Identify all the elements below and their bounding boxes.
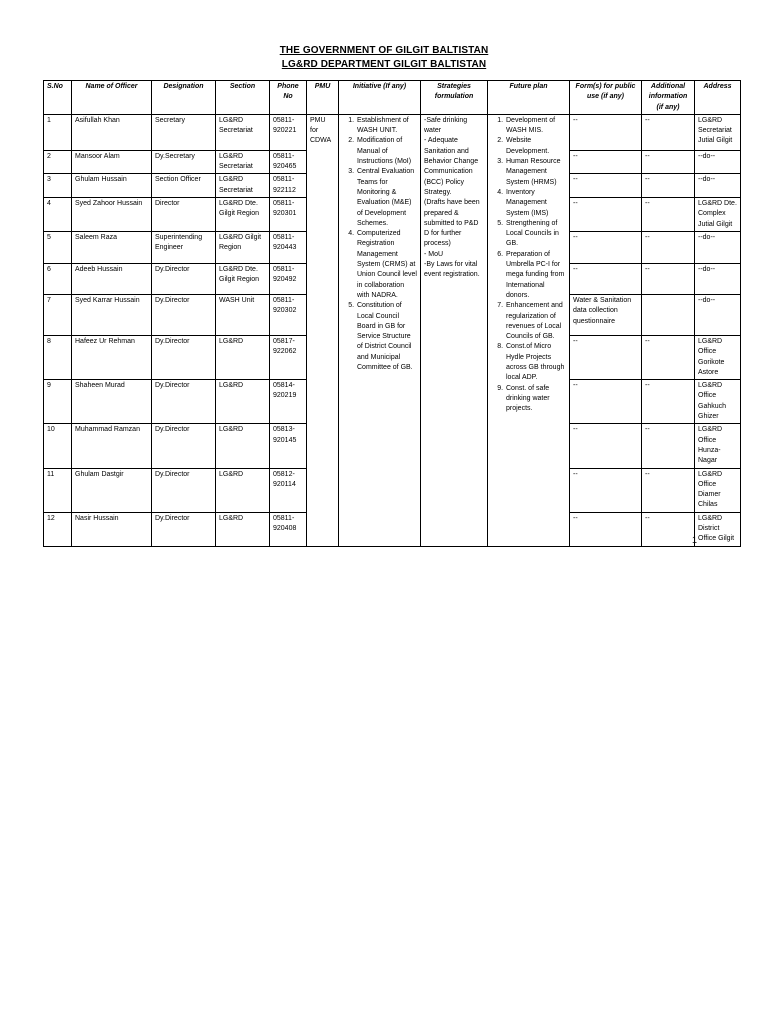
forms-cell: -- [570, 174, 642, 198]
phone-cell: 05811-920408 [270, 512, 307, 546]
address-cell: LG&RD Secretariat Jutial Gilgit [695, 114, 741, 150]
phone-cell: 05811-922112 [270, 174, 307, 198]
address-cell: LG&RD Office Diamer Chilas [695, 468, 741, 512]
designation-cell: Dy.Secretary [152, 150, 216, 174]
list-item: 6. Preparation of Umbrella PC-I for mega funding from International donors. [505, 250, 566, 301]
section-cell: LG&RD Secretariat [216, 150, 270, 174]
forms-cell: -- [570, 512, 642, 546]
phone-cell: 05817-922062 [270, 335, 307, 379]
sno-cell: 3 [44, 174, 72, 198]
future-plan-cell [488, 114, 570, 546]
officer-name-cell: Syed Karrar Hussain [72, 294, 152, 335]
designation-cell: Section Officer [152, 174, 216, 198]
designation-cell: Dy.Director [152, 335, 216, 379]
strategy-line: - MoU [424, 250, 444, 258]
additional-info-cell: -- [642, 335, 695, 379]
section-cell: LG&RD [216, 424, 270, 468]
forms-cell: -- [570, 424, 642, 468]
additional-info-cell: -- [642, 512, 695, 546]
officer-name-cell: Shaheen Murad [72, 380, 152, 424]
header-section: Section [216, 81, 270, 115]
additional-info-cell: -- [642, 231, 695, 263]
list-item: 8. Const.of Micro Hydle Projects across GB through local ADP. [505, 342, 566, 383]
address-cell: LG&RD Office Gahkuch Ghizer [695, 380, 741, 424]
header-initiative: Initiative (If any) [339, 81, 421, 115]
additional-info-cell: -- [642, 150, 695, 174]
strategy-line: -By Laws for vital event registration. [424, 261, 480, 279]
officer-name-cell: Ghulam Dastgir [72, 468, 152, 512]
header-additional: Additional information (if any) [642, 81, 695, 115]
sno-cell: 10 [44, 424, 72, 468]
list-item: 2. Website Development. [505, 136, 566, 157]
officer-name-cell: Mansoor Alam [72, 150, 152, 174]
address-cell: LG&RD Office Hunza-Nagar [695, 424, 741, 468]
officer-name-cell: Adeeb Hussain [72, 263, 152, 294]
forms-cell: -- [570, 150, 642, 174]
list-item: 3. Human Resource Management System (HRMS) [505, 157, 566, 188]
table-body [44, 114, 741, 546]
officer-name-cell: Saleem Raza [72, 231, 152, 263]
section-cell: LG&RD [216, 380, 270, 424]
initiative-cell [339, 114, 421, 546]
strategy-line: - Adequate Sanitation and Behavior Change Communication (BCC) Policy Strategy. [424, 137, 479, 196]
section-cell: LG&RD [216, 468, 270, 512]
officer-name-cell: Syed Zahoor Hussain [72, 198, 152, 232]
strategies-cell [421, 114, 488, 546]
header-future-plan: Future plan [488, 81, 570, 115]
sno-cell: 1 [44, 114, 72, 150]
section-cell: LG&RD [216, 512, 270, 546]
list-item: 9. Const. of safe drinking water projects. [505, 384, 566, 415]
section-cell: LG&RD Dte. Gilgit Region [216, 263, 270, 294]
officers-table [43, 80, 741, 547]
forms-cell: -- [570, 114, 642, 150]
section-cell: WASH Unit [216, 294, 270, 335]
phone-cell: 05813-920145 [270, 424, 307, 468]
additional-info-cell: -- [642, 114, 695, 150]
forms-cell: Water & Sanitation data collection questionnaire [570, 294, 642, 335]
list-item: 4. Inventory Management System (IMS) [505, 188, 566, 219]
phone-cell: 05811-920221 [270, 114, 307, 150]
phone-cell: 05814-920219 [270, 380, 307, 424]
phone-cell: 05811-920443 [270, 231, 307, 263]
designation-cell: Dy.Director [152, 380, 216, 424]
sno-cell: 11 [44, 468, 72, 512]
sno-cell: 5 [44, 231, 72, 263]
sno-cell: 12 [44, 512, 72, 546]
list-item: 5. Constitution of Local Council Board in GB for Service Structure of District Council and Municipal Committee of GB. [356, 301, 417, 373]
list-item: 5. Strengthening of Local Councils in GB. [505, 219, 566, 250]
officer-name-cell: Hafeez Ur Rehman [72, 335, 152, 379]
pmu-cell: PMU for CDWA [307, 114, 339, 546]
officer-name-cell: Nasir Hussain [72, 512, 152, 546]
header-pmu: PMU [307, 81, 339, 115]
header-address: Address [695, 81, 741, 115]
section-cell: LG&RD [216, 335, 270, 379]
section-cell: LG&RD Secretariat [216, 114, 270, 150]
list-item: 2. Modification of Manual of Instructions (MoI) [356, 136, 417, 167]
address-cell: --do-- [695, 231, 741, 263]
document-title: THE GOVERNMENT OF GILGIT BALTISTAN [279, 45, 489, 56]
sno-cell: 6 [44, 263, 72, 294]
document-subtitle: LG&RD DEPARTMENT GILGIT BALTISTAN [281, 59, 487, 70]
additional-info-cell: -- [642, 468, 695, 512]
phone-cell: 05811-920492 [270, 263, 307, 294]
table-header-row [44, 81, 741, 115]
designation-cell: Secretary [152, 114, 216, 150]
section-cell: LG&RD Secretariat [216, 174, 270, 198]
sno-cell: 7 [44, 294, 72, 335]
forms-cell: -- [570, 380, 642, 424]
phone-cell: 05811-920465 [270, 150, 307, 174]
forms-cell: -- [570, 198, 642, 232]
additional-info-cell: -- [642, 174, 695, 198]
sno-cell: 4 [44, 198, 72, 232]
list-item: 7. Enhancement and regularization of revenues of Local Councils of GB. [505, 301, 566, 342]
list-item: 3. Central Evaluation Teams for Monitoring & Evaluation (M&E) of Development Schemes. [356, 167, 417, 229]
designation-cell: Dy.Director [152, 512, 216, 546]
strategy-line: (Drafts have been prepared & submitted to P&D D for further process) [424, 199, 480, 248]
phone-cell: 05811-920301 [270, 198, 307, 232]
table-row [44, 114, 741, 150]
officer-name-cell: Asifullah Khan [72, 114, 152, 150]
header-sno: S.No [44, 81, 72, 115]
header-strategies: Strategies formulation [421, 81, 488, 115]
designation-cell: Superintending Engineer [152, 231, 216, 263]
header-designation: Designation [152, 81, 216, 115]
officer-name-cell: Ghulam Hussain [72, 174, 152, 198]
officer-name-cell: Muhammad Ramzan [72, 424, 152, 468]
additional-info-cell: -- [642, 424, 695, 468]
address-cell: --do-- [695, 174, 741, 198]
sno-cell: 2 [44, 150, 72, 174]
address-cell: LG&RD District Office Gilgit [695, 512, 741, 546]
address-cell: LG&RD Dte. Complex Jutial Gilgit [695, 198, 741, 232]
phone-cell: 05812-920114 [270, 468, 307, 512]
designation-cell: Dy.Director [152, 263, 216, 294]
additional-info-cell: -- [642, 380, 695, 424]
forms-cell: -- [570, 468, 642, 512]
section-cell: LG&RD Dte. Gilgit Region [216, 198, 270, 232]
strategy-line: -Safe drinking water [424, 116, 468, 135]
sno-cell: 8 [44, 335, 72, 379]
header-forms: Form(s) for public use (if any) [570, 81, 642, 115]
header-name: Name of Officer [72, 81, 152, 115]
designation-cell: Director [152, 198, 216, 232]
additional-info-cell: -- [642, 263, 695, 294]
list-item: 1. Establishment of WASH UNIT. [356, 116, 417, 137]
designation-cell: Dy.Director [152, 294, 216, 335]
page-number: 1 [692, 535, 698, 545]
forms-cell: -- [570, 335, 642, 379]
header-phone: Phone No [270, 81, 307, 115]
address-cell: --do-- [695, 263, 741, 294]
list-item: 1. Development of WASH MIS. [505, 116, 566, 137]
designation-cell: Dy.Director [152, 468, 216, 512]
list-item: 4. Computerized Registration Management System (CRMS) at Union Council level in collaboration with NADRA. [356, 229, 417, 301]
additional-info-cell [642, 294, 695, 335]
address-cell: --do-- [695, 294, 741, 335]
additional-info-cell: -- [642, 198, 695, 232]
address-cell: --do-- [695, 150, 741, 174]
phone-cell: 05811-920302 [270, 294, 307, 335]
sno-cell: 9 [44, 380, 72, 424]
forms-cell: -- [570, 231, 642, 263]
designation-cell: Dy.Director [152, 424, 216, 468]
forms-cell: -- [570, 263, 642, 294]
section-cell: LG&RD Gilgit Region [216, 231, 270, 263]
address-cell: LG&RD Office Gorikote Astore [695, 335, 741, 379]
